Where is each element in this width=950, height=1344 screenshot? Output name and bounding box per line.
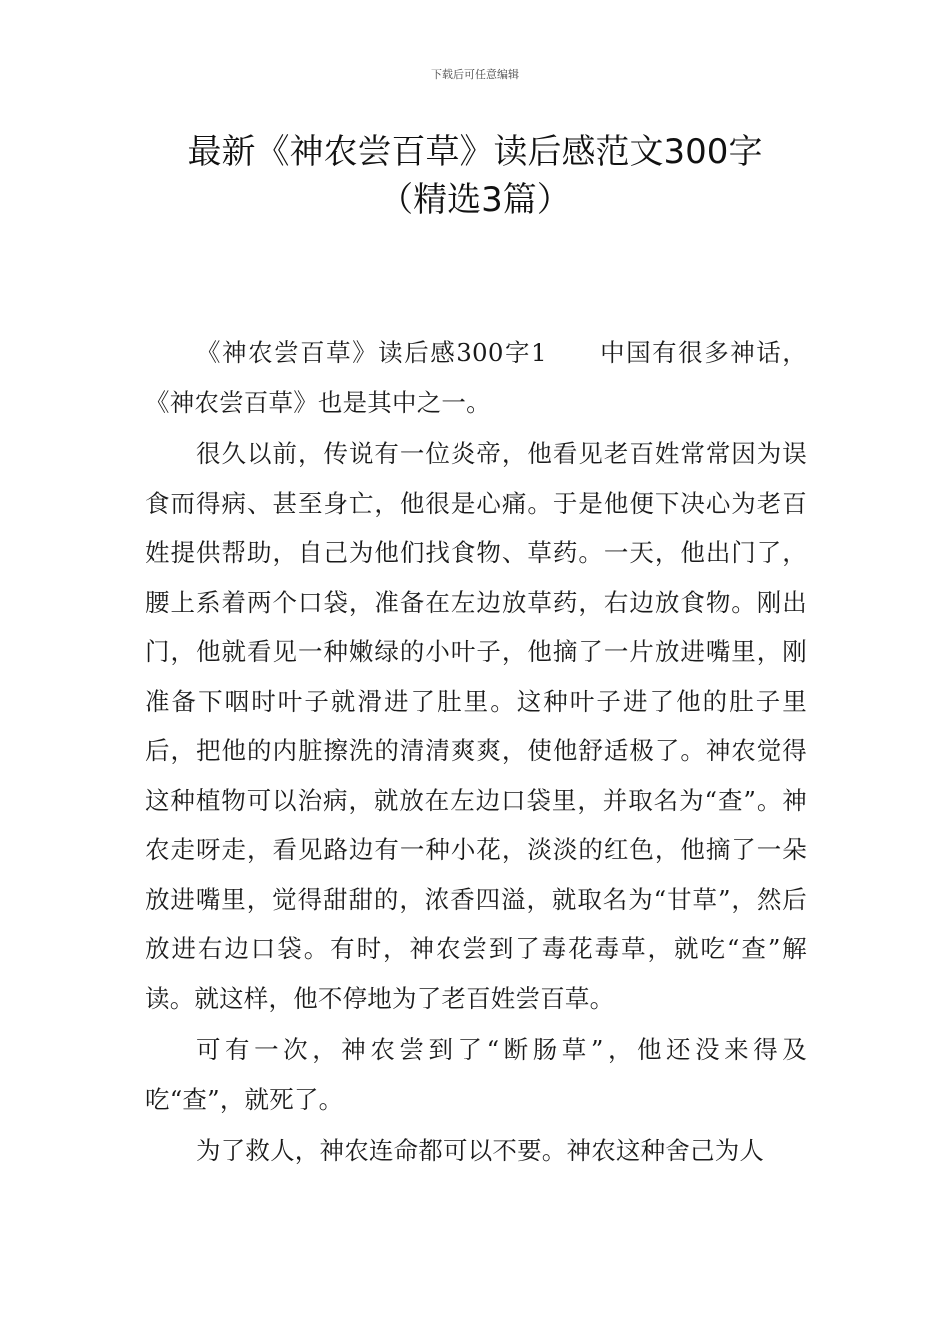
- paragraph-3: 可有一次，神农尝到了“断肠草”，他还没来得及吃“查”，就死了。: [145, 1035, 807, 1114]
- paragraph-2: 很久以前，传说有一位炎帝，他看见老百姓常常因为误食而得病、甚至身亡，他很是心痛。于是他便下决心为老百姓提供帮助，自己为他们找食物、草药。一天，他出门了，腰上系着两个口袋，准备在左边放草药，右边放食物。刚出门，他就看见一种嫩绿的小叶子，他摘了一片放进嘴里，刚准备下咽时叶子就滑进了肚里。这种叶子进了他的肚子里后，把他的内脏擦洗的清清爽爽，使他舒适极了。神农觉得这种植物可以治病，就放在左边口袋里，并取名为“查”。神农走呀走，看见路边有一种小花，淡淡的红色，他摘了一朵放进嘴里，觉得甜甜的，浓香四溢，就取名为“甘草”，然后放进右边口袋。有时，神农尝到了毒花毒草，就吃“查”解读。就这样，他不停地为了老百姓尝百草。: [145, 439, 807, 1013]
- title-line-2: （精选3篇）: [379, 180, 571, 220]
- section-label: 《神农尝百草》读后感300字1: [196, 338, 547, 367]
- document-title: [0, 128, 950, 224]
- paragraph-1: 中国有很多神话，《神农尝百草》也是其中之一。: [145, 338, 807, 417]
- article-body: [145, 328, 807, 1178]
- paragraph-intro: [145, 328, 807, 427]
- paragraph-4: 为了救人，神农连命都可以不要。神农这种舍己为人: [196, 1136, 765, 1165]
- header-note: 下载后可任意编辑: [431, 68, 519, 81]
- title-line-1: 最新《神农尝百草》读后感范文300字: [187, 132, 763, 172]
